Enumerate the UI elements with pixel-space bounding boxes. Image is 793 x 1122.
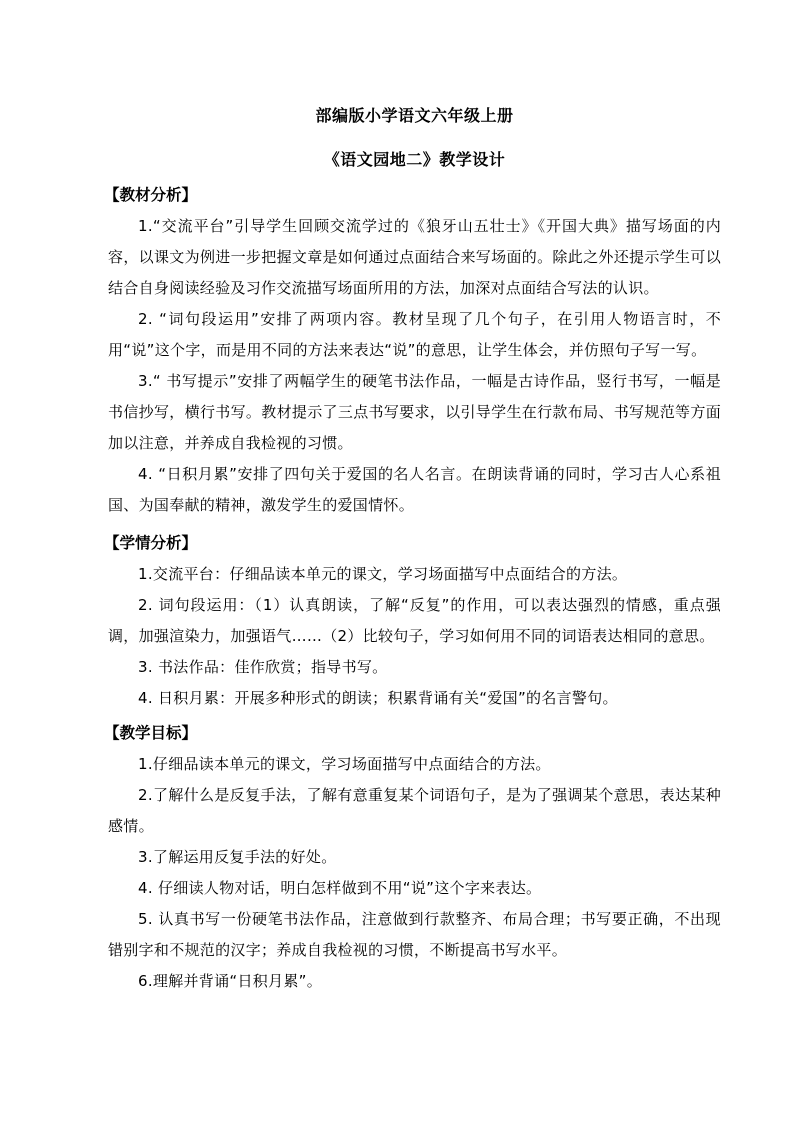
paragraph: 1.“交流平台”引导学生回顾交流学过的《狼牙山五壮士》《开国大典》描写场面的内容，以课文为例进一步把握文章是如何通过点面结合来写场面的。除此之外还提示学生可以结合自身阅读经验及习作交流描写场面所用的方法，加深对点面结合写法的认识。	[108, 217, 721, 297]
paragraph: 6.理解并背诵“日积月累”。	[138, 972, 323, 990]
paragraph: 4. “日积月累”安排了四句关于爱国的名人名言。在朗读背诵的同时，学习古人心系祖国、为国奉献的精神，激发学生的爱国情怀。	[108, 465, 721, 514]
document-page	[104, 94, 721, 997]
section-teaching-objectives	[104, 718, 721, 997]
document-title: 部编版小学语文六年级上册	[315, 106, 514, 125]
paragraph: 3. 书法作品：佳作欣赏；指导书写。	[138, 658, 388, 676]
paragraph: 1.交流平台：仔细品读本单元的课文，学习场面描写中点面结合的方法。	[138, 565, 628, 583]
paragraph: 4. 仔细读人物对话，明白怎样做到不用“说”这个字来表达。	[138, 879, 542, 897]
paragraph: 3.了解运用反复手法的好处。	[138, 848, 337, 866]
paragraph: 5. 认真书写一份硬笔书法作品，注意做到行款整齐、布局合理；书写要正确，不出现错别字和不规范的汉字；养成自我检视的习惯，不断提高书写水平。	[108, 910, 721, 959]
paragraph: 4. 日积月累：开展多种形式的朗读；积累背诵有关“爱国”的名言警句。	[138, 689, 618, 707]
document-subtitle: 《语文园地二》教学设计	[323, 150, 506, 169]
paragraph: 2. 词句段运用：（1）认真朗读，了解“反复”的作用，可以表达强烈的情感，重点强调，加强渲染力，加强语气……（2）比较句子，学习如何用不同的词语表达相同的意思。	[108, 596, 721, 645]
paragraph: 3.“ 书写提示”安排了两幅学生的硬笔书法作品，一幅是古诗作品，竖行书写，一幅是书信抄写，横行书写。教材提示了三点书写要求，以引导学生在行款布局、书写规范等方面加以注意，并养成自我检视的习惯。	[108, 372, 721, 452]
section-learner-analysis	[104, 528, 721, 714]
section-heading: 【教学目标】	[104, 724, 198, 742]
paragraph: 2.了解什么是反复手法，了解有意重复某个词语句子，是为了强调某个意思，表达某种感情。	[108, 786, 721, 835]
paragraph: 1.仔细品读本单元的课文，学习场面描写中点面结合的方法。	[138, 755, 551, 773]
section-heading: 【教材分析】	[104, 186, 198, 204]
section-textbook-analysis	[104, 180, 721, 521]
section-heading: 【学情分析】	[104, 534, 198, 552]
paragraph: 2. “词句段运用”安排了两项内容。教材呈现了几个句子，在引用人物语言时，不用“说”这个字，而是用不同的方法来表达“说”的意思，让学生体会，并仿照句子写一写。	[108, 310, 721, 359]
